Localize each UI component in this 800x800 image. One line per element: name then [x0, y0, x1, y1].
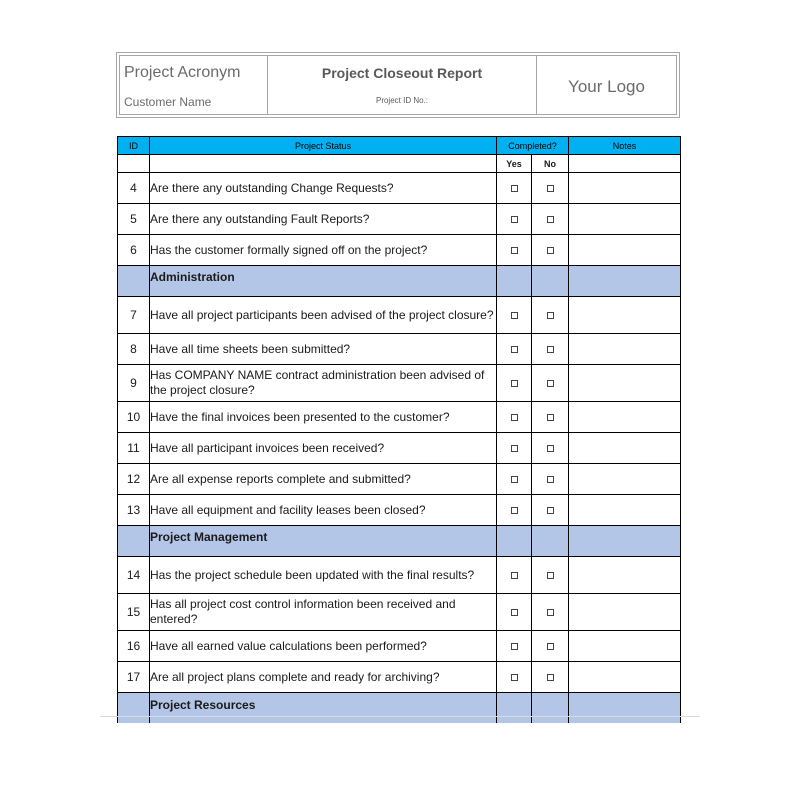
notes-cell[interactable] — [569, 594, 681, 631]
section-notes-blank — [569, 693, 681, 723]
section-id-blank — [118, 266, 150, 297]
yes-cell — [497, 594, 532, 631]
yes-cell — [497, 662, 532, 693]
no-cell — [532, 204, 569, 235]
row-question: Are all project plans complete and ready for archiving? — [150, 662, 497, 693]
yes-checkbox[interactable] — [511, 312, 518, 319]
yes-cell — [497, 235, 532, 266]
table-row — [118, 173, 681, 204]
yes-checkbox[interactable] — [511, 572, 518, 579]
no-cell — [532, 631, 569, 662]
row-question: Are there any outstanding Change Requests? — [150, 173, 497, 204]
section-title: Administration — [150, 266, 497, 297]
section-title: Project Management — [150, 526, 497, 557]
yes-cell — [497, 495, 532, 526]
yes-cell — [497, 365, 532, 402]
table-subheader-row — [118, 155, 681, 173]
section-notes-blank — [569, 526, 681, 557]
column-header-completed: Completed? — [497, 137, 569, 155]
yes-cell — [497, 402, 532, 433]
notes-cell[interactable] — [569, 402, 681, 433]
section-yes-blank — [497, 693, 532, 723]
row-id: 17 — [118, 662, 150, 693]
yes-cell — [497, 204, 532, 235]
table-header-row — [118, 137, 681, 155]
yes-cell — [497, 433, 532, 464]
yes-checkbox[interactable] — [511, 247, 518, 254]
yes-cell — [497, 334, 532, 365]
notes-cell[interactable] — [569, 365, 681, 402]
row-question: Are there any outstanding Fault Reports? — [150, 204, 497, 235]
no-cell — [532, 594, 569, 631]
no-checkbox[interactable] — [547, 346, 554, 353]
no-cell — [532, 297, 569, 334]
row-question: Have all participant invoices been received? — [150, 433, 497, 464]
yes-cell — [497, 631, 532, 662]
column-header-no: No — [532, 155, 569, 173]
row-question: Has COMPANY NAME contract administration been advised of the project closure? — [150, 365, 497, 402]
no-checkbox[interactable] — [547, 507, 554, 514]
no-checkbox[interactable] — [547, 414, 554, 421]
yes-checkbox[interactable] — [511, 476, 518, 483]
row-question: Have the final invoices been presented to the customer? — [150, 402, 497, 433]
notes-cell[interactable] — [569, 557, 681, 594]
notes-cell[interactable] — [569, 173, 681, 204]
no-cell — [532, 662, 569, 693]
column-header-id: ID — [118, 137, 150, 155]
row-id: 5 — [118, 204, 150, 235]
section-notes-blank — [569, 266, 681, 297]
yes-cell — [497, 464, 532, 495]
row-id: 8 — [118, 334, 150, 365]
logo-placeholder: Your Logo — [568, 77, 645, 96]
yes-cell — [497, 173, 532, 204]
notes-cell[interactable] — [569, 631, 681, 662]
section-yes-blank — [497, 526, 532, 557]
yes-checkbox[interactable] — [511, 643, 518, 650]
no-checkbox[interactable] — [547, 476, 554, 483]
closeout-checklist-table — [117, 136, 681, 723]
yes-checkbox[interactable] — [511, 507, 518, 514]
table-row — [118, 662, 681, 693]
header-middle-cell — [268, 56, 537, 114]
header-grid — [119, 55, 677, 115]
row-question: Have all time sheets been submitted? — [150, 334, 497, 365]
row-id: 12 — [118, 464, 150, 495]
row-id: 4 — [118, 173, 150, 204]
no-checkbox[interactable] — [547, 216, 554, 223]
table-row — [118, 594, 681, 631]
no-checkbox[interactable] — [547, 312, 554, 319]
yes-checkbox[interactable] — [511, 674, 518, 681]
no-cell — [532, 235, 569, 266]
row-id: 14 — [118, 557, 150, 594]
no-cell — [532, 433, 569, 464]
section-no-blank — [532, 266, 569, 297]
yes-checkbox[interactable] — [511, 346, 518, 353]
notes-cell[interactable] — [569, 464, 681, 495]
column-header-notes: Notes — [569, 137, 681, 155]
table-row — [118, 402, 681, 433]
no-cell — [532, 495, 569, 526]
no-cell — [532, 557, 569, 594]
table-row — [118, 297, 681, 334]
no-checkbox[interactable] — [547, 380, 554, 387]
row-id: 7 — [118, 297, 150, 334]
section-id-blank — [118, 526, 150, 557]
header-left-cell — [120, 56, 268, 114]
section-no-blank — [532, 526, 569, 557]
table-row — [118, 235, 681, 266]
yes-checkbox[interactable] — [511, 185, 518, 192]
yes-checkbox[interactable] — [511, 414, 518, 421]
yes-cell — [497, 557, 532, 594]
report-title: Project Closeout Report — [321, 65, 483, 81]
row-question: Are all expense reports complete and submitted? — [150, 464, 497, 495]
table-row — [118, 557, 681, 594]
no-checkbox[interactable] — [547, 445, 554, 452]
yes-cell — [497, 297, 532, 334]
row-question: Have all project participants been advised of the project closure? — [150, 297, 497, 334]
yes-checkbox[interactable] — [511, 216, 518, 223]
table-row — [118, 464, 681, 495]
notes-cell[interactable] — [569, 334, 681, 365]
column-header-yes: Yes — [497, 155, 532, 173]
row-question: Has all project cost control information been received and entered? — [150, 594, 497, 631]
row-id: 10 — [118, 402, 150, 433]
subheader-notes-blank — [569, 155, 681, 173]
row-id: 11 — [118, 433, 150, 464]
table-body — [118, 173, 681, 723]
no-cell — [532, 365, 569, 402]
no-cell — [532, 173, 569, 204]
row-question: Has the project schedule been updated with the final results? — [150, 557, 497, 594]
section-title: Project Resources — [150, 693, 497, 723]
notes-cell[interactable] — [569, 235, 681, 266]
row-id: 15 — [118, 594, 150, 631]
yes-checkbox[interactable] — [511, 609, 518, 616]
row-id: 9 — [118, 365, 150, 402]
customer-name: Customer Name — [124, 95, 212, 109]
notes-cell[interactable] — [569, 495, 681, 526]
table-row — [118, 334, 681, 365]
no-checkbox[interactable] — [547, 643, 554, 650]
table-row — [118, 365, 681, 402]
section-row-administration — [118, 266, 681, 297]
notes-cell[interactable] — [569, 662, 681, 693]
header-logo-cell — [537, 56, 676, 114]
no-checkbox[interactable] — [547, 674, 554, 681]
notes-cell[interactable] — [569, 297, 681, 334]
no-cell — [532, 464, 569, 495]
section-id-blank — [118, 693, 150, 723]
notes-cell[interactable] — [569, 204, 681, 235]
row-id: 13 — [118, 495, 150, 526]
table-row — [118, 433, 681, 464]
no-cell — [532, 402, 569, 433]
yes-checkbox[interactable] — [511, 380, 518, 387]
report-header — [116, 52, 680, 118]
no-cell — [532, 334, 569, 365]
section-no-blank — [532, 693, 569, 723]
row-id: 16 — [118, 631, 150, 662]
table-row — [118, 631, 681, 662]
section-yes-blank — [497, 266, 532, 297]
no-checkbox[interactable] — [547, 572, 554, 579]
section-row-project-resources — [118, 693, 681, 723]
row-question: Have all earned value calculations been performed? — [150, 631, 497, 662]
no-checkbox[interactable] — [547, 185, 554, 192]
column-header-status: Project Status — [150, 137, 497, 155]
page-cut-divider — [100, 716, 700, 717]
row-id: 6 — [118, 235, 150, 266]
notes-cell[interactable] — [569, 433, 681, 464]
yes-checkbox[interactable] — [511, 445, 518, 452]
row-question: Have all equipment and facility leases been closed? — [150, 495, 497, 526]
no-checkbox[interactable] — [547, 609, 554, 616]
project-id-label: Project ID No.: — [375, 96, 428, 105]
project-acronym: Project Acronym — [124, 64, 241, 81]
table-row — [118, 204, 681, 235]
section-row-project-management — [118, 526, 681, 557]
no-checkbox[interactable] — [547, 247, 554, 254]
subheader-id-blank — [118, 155, 150, 173]
subheader-status-blank — [150, 155, 497, 173]
row-question: Has the customer formally signed off on the project? — [150, 235, 497, 266]
table-row — [118, 495, 681, 526]
